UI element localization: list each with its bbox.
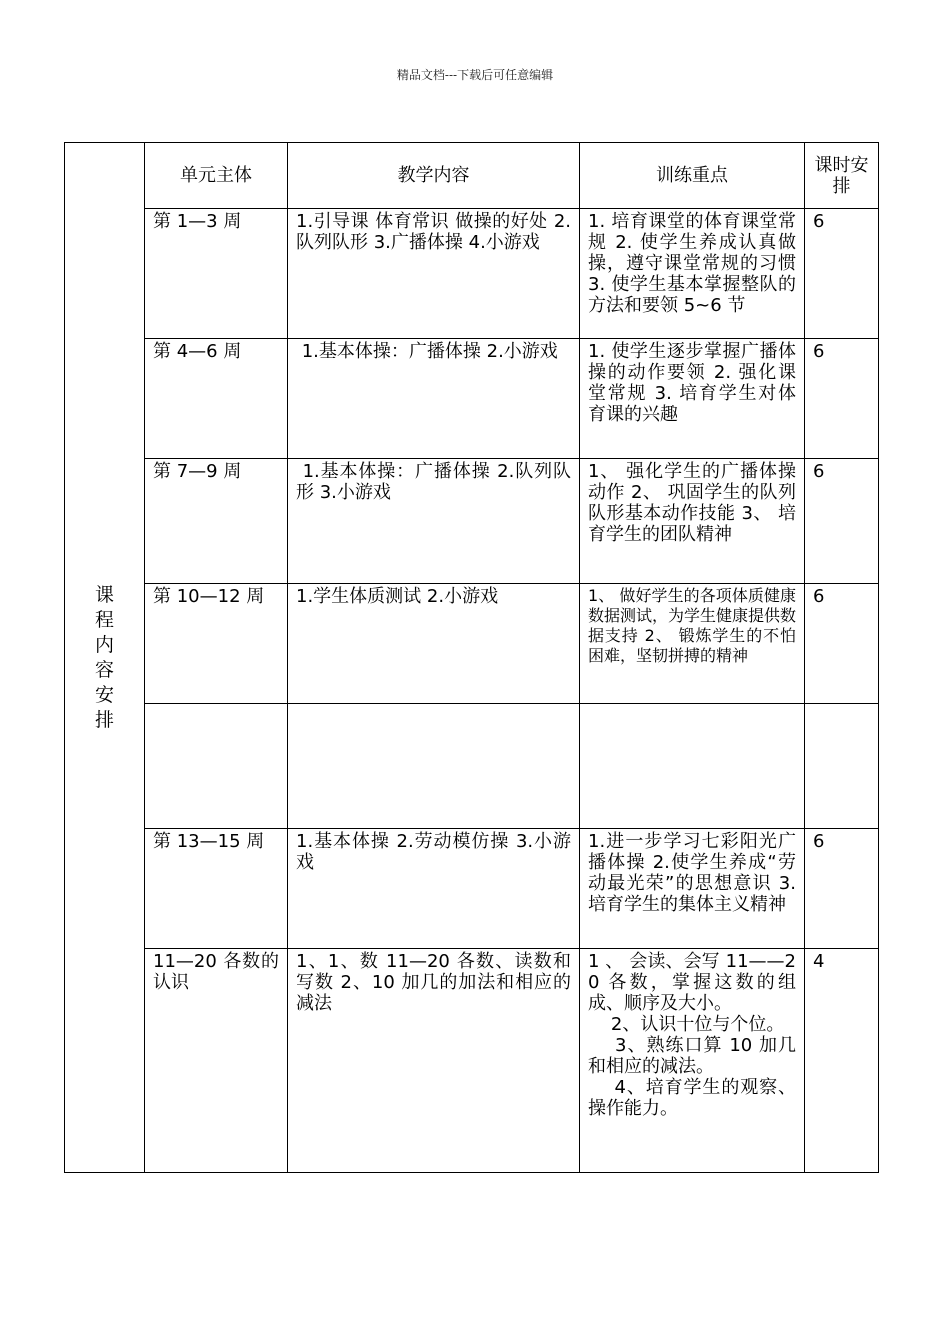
unit-cell (145, 704, 287, 706)
content-cell: 1.学生体质测试 2.小游戏 (296, 586, 499, 607)
table-row-empty (65, 704, 879, 829)
focus-cell: 1. 培育课堂的体育课堂常规 2. 使学生养成认真做操，遵守课堂常规的习惯 3. 使学生基本掌握整队的方法和要领 5~6 节 (588, 211, 802, 316)
side-label-cell (65, 143, 145, 1173)
table-row (65, 209, 879, 339)
hours-cell: 6 (813, 211, 825, 232)
hours-cell: 6 (813, 831, 825, 852)
table-row (65, 459, 879, 584)
focus-cell (580, 704, 804, 706)
content-cell (288, 704, 579, 706)
col-header-unit: 单元主体 (145, 143, 288, 209)
table-header-row (65, 143, 879, 209)
table-row (65, 829, 879, 949)
side-label: 课程内容安排 (94, 583, 114, 731)
col-header-content: 教学内容 (288, 143, 580, 209)
unit-cell: 11—20 各数的认识 (153, 951, 279, 993)
unit-cell: 第 7—9 周 (153, 461, 242, 482)
content-cell: 1.基本体操：广播体操 2.小游戏 (296, 341, 558, 362)
focus-cell: 1、 强化学生的广播体操动作 2、 巩固学生的队列队形基本动作技能 3、 培育学生的团队精神 (588, 461, 796, 545)
unit-cell: 第 10—12 周 (153, 586, 265, 607)
hours-cell (805, 704, 878, 706)
course-schedule-table (64, 142, 879, 1173)
focus-cell: 1.进一步学习七彩阳光广播体操 2.使学生养成“劳动最光荣”的思想意识 3.培育学生的集体主义精神 (588, 831, 796, 915)
col-header-focus: 训练重点 (580, 143, 805, 209)
unit-cell: 第 1—3 周 (153, 211, 242, 232)
focus-cell: 1 、 会读、会写 11——20 各数，掌握这数的组成、顺序及大小。 2、认识十位与个位。 3、熟练口算 10 加几和相应的减法。 4、培育学生的观察、操作能力。 (588, 951, 797, 1119)
content-cell: 1.基本体操 2.劳动模仿操 3.小游戏 (296, 831, 571, 873)
hours-cell: 4 (813, 951, 825, 972)
table-row (65, 339, 879, 459)
hours-cell: 6 (813, 586, 825, 607)
content-cell: 1.基本体操：广播体操 2.队列队形 3.小游戏 (296, 461, 571, 503)
hours-cell: 6 (813, 461, 825, 482)
unit-cell: 第 13—15 周 (153, 831, 265, 852)
page-header: 精品文档---下载后可任意编辑 (396, 68, 554, 82)
focus-cell: 1. 使学生逐步掌握广播体操的动作要领 2. 强化课堂常规 3. 培育学生对体育课的兴趣 (588, 341, 796, 425)
content-cell: 1、1、数 11—20 各数、读数和写数 2、10 加几的加法和相应的减法 (296, 951, 571, 1014)
hours-cell: 6 (813, 341, 825, 362)
unit-cell: 第 4—6 周 (153, 341, 242, 362)
table-row (65, 584, 879, 704)
focus-cell: 1、 做好学生的各项体质健康数据测试，为学生健康提供数据支持 2、 锻炼学生的不怕困难，坚韧拼搏的精神 (588, 586, 797, 665)
content-cell: 1.引导课 体育常识 做操的好处 2.队列队形 3.广播体操 4.小游戏 (296, 211, 571, 253)
table-row (65, 949, 879, 1173)
col-header-hours: 课时安排 (805, 143, 879, 209)
